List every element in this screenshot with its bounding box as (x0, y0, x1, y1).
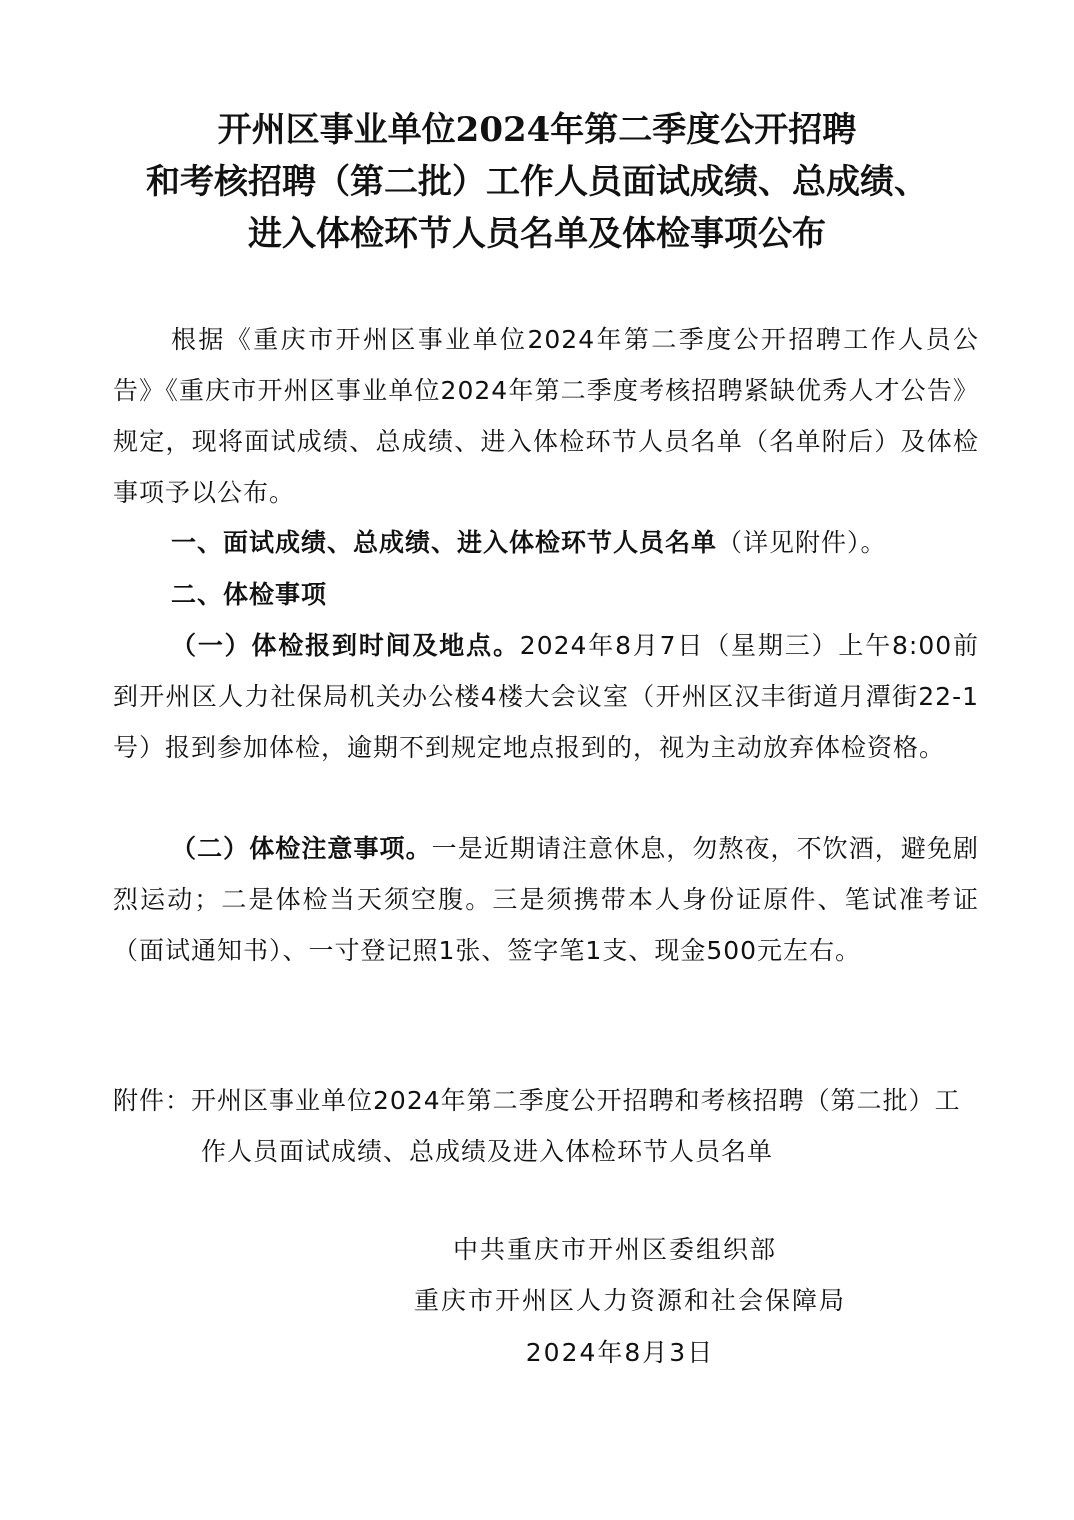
section-2-heading: 二、体检事项 (171, 580, 328, 609)
signature-date: 2024年8月3日 (525, 1338, 715, 1367)
section-1-note: （详见附件）。 (717, 528, 887, 557)
section-1-heading: 一、面试成绩、总成绩、进入体检环节人员名单 (171, 528, 718, 557)
item-1-heading: （一）体检报到时间及地点。 (171, 631, 520, 660)
signature-org-1: 中共重庆市开州区委组织部 (452, 1235, 777, 1264)
item-2-text: 一是近期请注意休息，勿熬夜，不饮酒，避免剧烈运动；二是体检当天须空腹。三是须携带本人身份证原件、笔试准考证（面试通知书）、一寸登记照1张、签字笔1支、现金500元左右。 (113, 834, 979, 965)
attachment-label: 附件： (113, 1086, 192, 1115)
item-1-paragraph (113, 620, 979, 773)
intro-paragraph: 根据《重庆市开州区事业单位2024年第二季度公开招聘工作人员公告》《重庆市开州区事业单位2024年第二季度考核招聘紧缺优秀人才公告》规定，现将面试成绩、总成绩、进入体检环节人员名单（名单附后）及体检事项予以公布。 (113, 325, 979, 507)
item-2-heading: （二）体检注意事项。 (171, 834, 432, 863)
title-line-3: 进入体检环节人员名单及体检事项公布 (248, 214, 826, 254)
title-line-2: 和考核招聘（第二批）工作人员面试成绩、总成绩、 (146, 162, 928, 202)
attachment-note (113, 1075, 979, 1177)
item-2-paragraph (113, 823, 979, 976)
section-1-paragraph (113, 517, 979, 568)
item-1-text: 2024年8月7日（星期三）上午8:00前到开州区人力社保局机关办公楼4楼大会议室（开州区汉丰街道月潭街22-1号）报到参加体检，逾期不到规定地点报到的，视为主动放弃体检资格。 (113, 631, 979, 762)
document-title (60, 104, 1014, 260)
attachment-text: 开州区事业单位2024年第二季度公开招聘和考核招聘（第二批）工作人员面试成绩、总成绩及进入体检环节人员名单 (191, 1086, 961, 1166)
signature-org-2: 重庆市开州区人力资源和社会保障局 (413, 1286, 846, 1315)
title-line-1: 开州区事业单位2024年第二季度公开招聘 (217, 110, 857, 150)
